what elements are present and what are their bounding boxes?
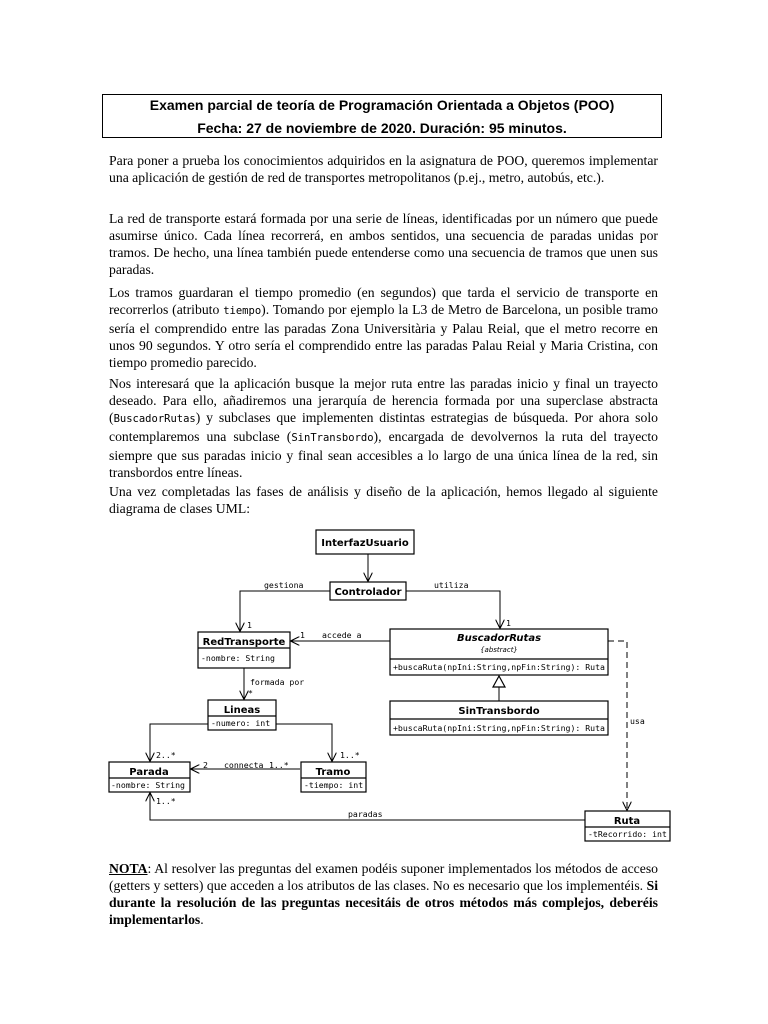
exam-date-duration: Fecha: 27 de noviembre de 2020. Duración: 95 minutos.: [197, 120, 567, 136]
nota-end: .: [200, 912, 204, 927]
mult-gestiona: 1: [247, 620, 252, 630]
buscadorrutas-stereotype: {abstract}: [480, 646, 518, 654]
dependency-usa: [608, 641, 627, 810]
nota-text: : Al resolver las preguntas del examen podéis suponer implementados los métodos de acceso (getters y setters) que acceden a los atributos de las clases. No es necesario que los implementéis.: [109, 861, 658, 893]
label-paradas: paradas: [348, 809, 383, 819]
ruta-name: Ruta: [613, 816, 641, 827]
lineas-name: Lineas: [223, 705, 261, 716]
label-accede: accede a: [322, 630, 362, 640]
paragraph-network: La red de transporte estará formada por una serie de líneas, identificadas por un número que puede asumirse único. Cada línea recorrerá, en ambos sentidos, una secuencia de paradas unidas por tramos. De hecho, una línea también puede entenderse como una secuencia de tramos que unen sus paradas.: [109, 211, 658, 277]
assoc-gestiona: [240, 591, 330, 631]
sintransbordo-name: SinTransbordo: [458, 706, 540, 717]
paragraph-routes: [109, 375, 658, 481]
paragraph-diagram-intro: Una vez completadas las fases de análisis y diseño de la aplicación, hemos llegado al siguiente diagrama de clases UML:: [109, 484, 658, 516]
p3-text-a: Los tramos guardaran el tiempo promedio (en segundos) que tarda el servicio de transporte en recorrerlos (atributo: [109, 285, 658, 317]
label-utiliza: utiliza: [434, 580, 469, 590]
tramo-name: Tramo: [315, 767, 351, 778]
nota-paragraph: [109, 860, 658, 928]
code-buscadorrutas: BuscadorRutas: [113, 413, 196, 425]
ruta-attr: -tRecorrido: int: [588, 829, 667, 839]
label-gestiona: gestiona: [264, 580, 304, 590]
sintransbordo-op: +buscaRuta(npIni:String,npFin:String): Ruta: [393, 723, 605, 733]
mult-connecta-parada: 2: [203, 760, 208, 770]
p4-text-c: ), encargada de devolvernos la ruta del trayecto siempre que sus paradas inicio y final sean accesibles a lo largo de una única línea de la red, sin transbordos entre líneas.: [109, 429, 658, 480]
paragraph-tramos: [109, 284, 658, 371]
code-tiempo: tiempo: [223, 305, 262, 317]
buscadorrutas-name: BuscadorRutas: [456, 633, 542, 644]
mult-paradas: 1..*: [156, 796, 176, 806]
assoc-utiliza: [406, 591, 500, 628]
p4-text-a: Nos interesará que la aplicación busque la mejor ruta entre las paradas inicio y final un trayecto deseado. Para ello, añadiremos una jerarquía de herencia formada por una superclase abstracta (: [109, 376, 658, 425]
mult-utiliza: 1: [506, 618, 511, 628]
redtransporte-attr: -nombre: String: [201, 653, 275, 663]
interfaz-name: InterfazUsuario: [321, 538, 409, 549]
lineas-attr: -numero: int: [211, 718, 271, 728]
mult-accede: 1: [300, 630, 305, 640]
redtransporte-name: RedTransporte: [202, 637, 286, 648]
tramo-attr: -tiempo: int: [304, 780, 364, 790]
mult-connecta-tramo: 1..*: [269, 760, 289, 770]
label-connecta: connecta: [224, 760, 264, 770]
nota-label: NOTA: [109, 861, 148, 876]
nota-bold-text: Si durante la resolución de las preguntas necesitáis de otros métodos más complejos, deberéis implementarlos: [109, 878, 658, 927]
parada-name: Parada: [129, 767, 169, 778]
buscadorrutas-op: +buscaRuta(npIni:String,npFin:String): Ruta: [393, 662, 605, 672]
mult-formada: *: [248, 688, 253, 698]
paragraph-intro: Para poner a prueba los conocimientos adquiridos en la asignatura de POO, queremos implementar una aplicación de gestión de red de transportes metropolitanos (p.ej., metro, autobús, etc.).: [109, 153, 658, 185]
controlador-name: Controlador: [334, 587, 402, 598]
mult-lineas-parada: 2..*: [156, 750, 176, 760]
parada-attr: -nombre: String: [111, 780, 185, 790]
p4-text-b: ) y subclases que implementen distintas estrategias de búsqueda. Por ahora solo contemplaremos una subclase (: [109, 410, 658, 444]
assoc-lineas-tramo: [276, 724, 332, 761]
label-usa: usa: [630, 716, 645, 726]
code-sintransbordo: SinTransbordo: [291, 432, 374, 444]
uml-class-diagram: [100, 524, 680, 849]
mult-lineas-tramo: 1..*: [340, 750, 360, 760]
label-formada-por: formada por: [250, 677, 305, 687]
inheritance-triangle: [493, 676, 505, 687]
exam-header-box: [102, 94, 662, 138]
exam-title: Examen parcial de teoría de Programación Orientada a Objetos (POO): [149, 97, 615, 113]
p3-text-b: ). Tomando por ejemplo la L3 de Metro de Barcelona, un posible tramo sería el comprendido entre las paradas Zona Universitària y Palau Reial, que el metro recorre en unos 90 segundos. Y otro sería el comprendido entre las paradas Palau Reial y Maria Cristina, con tiempo promedio parecido.: [109, 302, 658, 370]
